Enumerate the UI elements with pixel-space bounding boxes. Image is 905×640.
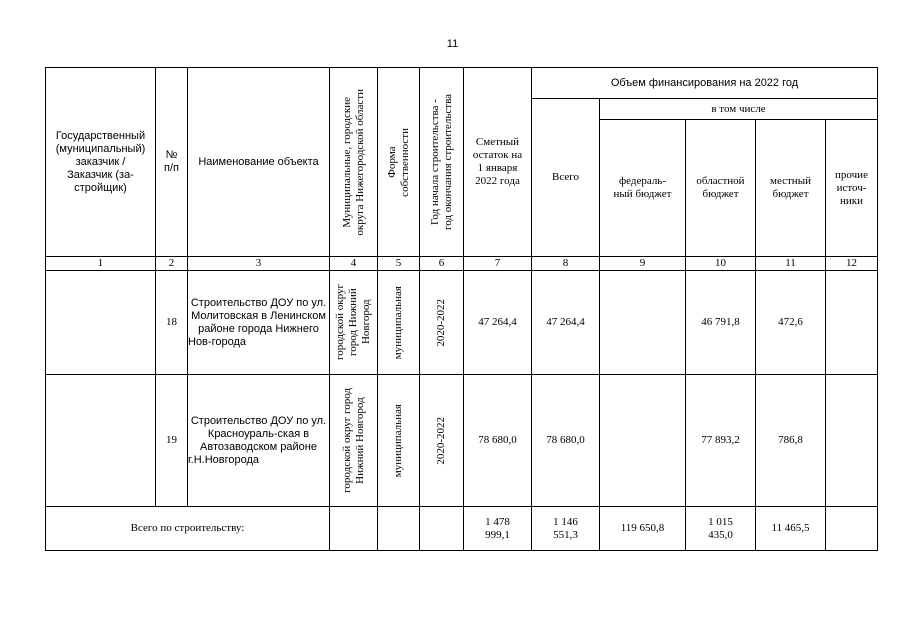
column-number: 3 bbox=[188, 257, 330, 271]
row-municipality bbox=[330, 375, 378, 507]
header-customer: Государственный (муниципальный) заказчик / Заказчик (за- стройщик) bbox=[46, 68, 156, 257]
row-regional: 46 791,8 bbox=[686, 271, 756, 375]
header-estimate: Сметный остаток на 1 января 2022 года bbox=[464, 68, 532, 257]
row-municipality-text: городской округ город Нижний Новгород bbox=[334, 284, 372, 361]
row-ownership bbox=[378, 375, 420, 507]
header-total: Всего bbox=[532, 99, 600, 257]
row-other bbox=[826, 271, 878, 375]
row-number: 18 bbox=[156, 271, 188, 375]
row-object-name: Строительство ДОУ по ул. Красноураль-ская в Автозаводском районе г.Н.Новгорода bbox=[188, 375, 330, 507]
row-municipality-text: городской округ город Нижний Новгород bbox=[340, 388, 366, 493]
totals-estimate: 1 478 999,1 bbox=[464, 507, 532, 551]
header-object-name: Наименование объекта bbox=[188, 68, 330, 257]
header-local: местный бюджет bbox=[756, 120, 826, 257]
row-object-name: Строительство ДОУ по ул. Молитовская в Ленинском районе города Нижнего Нов-города bbox=[188, 271, 330, 375]
row-estimate: 78 680,0 bbox=[464, 375, 532, 507]
column-number: 8 bbox=[532, 257, 600, 271]
column-number: 4 bbox=[330, 257, 378, 271]
totals-local: 11 465,5 bbox=[756, 507, 826, 551]
totals-empty bbox=[378, 507, 420, 551]
header-years bbox=[420, 68, 464, 257]
totals-row bbox=[46, 507, 878, 551]
financing-table bbox=[45, 67, 878, 551]
totals-other bbox=[826, 507, 878, 551]
header-number: № п/п bbox=[156, 68, 188, 257]
column-number: 6 bbox=[420, 257, 464, 271]
row-years-text: 2020-2022 bbox=[435, 298, 447, 347]
row-total: 78 680,0 bbox=[532, 375, 600, 507]
column-number: 12 bbox=[826, 257, 878, 271]
row-total: 47 264,4 bbox=[532, 271, 600, 375]
table-row bbox=[46, 375, 878, 507]
header-years-text: Год начала строительства - год окончания строительства bbox=[428, 94, 454, 230]
row-other bbox=[826, 375, 878, 507]
header-federal: федераль- ный бюджет bbox=[600, 120, 686, 257]
page-number: 11 bbox=[446, 38, 459, 50]
row-customer bbox=[46, 375, 156, 507]
totals-total: 1 146 551,3 bbox=[532, 507, 600, 551]
row-local: 786,8 bbox=[756, 375, 826, 507]
row-ownership bbox=[378, 271, 420, 375]
totals-regional: 1 015 435,0 bbox=[686, 507, 756, 551]
header-funding: Объем финансирования на 2022 год bbox=[532, 68, 878, 99]
column-number: 5 bbox=[378, 257, 420, 271]
totals-empty bbox=[420, 507, 464, 551]
row-estimate: 47 264,4 bbox=[464, 271, 532, 375]
row-ownership-text: муниципальная bbox=[392, 285, 404, 360]
column-number: 11 bbox=[756, 257, 826, 271]
row-federal bbox=[600, 271, 686, 375]
row-customer bbox=[46, 271, 156, 375]
column-number: 2 bbox=[156, 257, 188, 271]
column-number: 9 bbox=[600, 257, 686, 271]
row-municipality bbox=[330, 271, 378, 375]
row-years bbox=[420, 271, 464, 375]
header-municipality-text: Муниципальные, городские округа Нижегородской области bbox=[340, 88, 366, 236]
row-years bbox=[420, 375, 464, 507]
row-years-text: 2020-2022 bbox=[435, 416, 447, 465]
row-federal bbox=[600, 375, 686, 507]
header-ownership-text: Форма собственности bbox=[385, 127, 411, 197]
header-regional: областной бюджет bbox=[686, 120, 756, 257]
table-row bbox=[46, 271, 878, 375]
row-regional: 77 893,2 bbox=[686, 375, 756, 507]
header-municipality bbox=[330, 68, 378, 257]
header-including: в том числе bbox=[600, 99, 878, 120]
row-local: 472,6 bbox=[756, 271, 826, 375]
totals-empty bbox=[330, 507, 378, 551]
totals-label: Всего по строительству: bbox=[46, 507, 330, 551]
totals-federal: 119 650,8 bbox=[600, 507, 686, 551]
column-number: 1 bbox=[46, 257, 156, 271]
row-number: 19 bbox=[156, 375, 188, 507]
header-other: прочие источ- ники bbox=[826, 120, 878, 257]
column-number: 10 bbox=[686, 257, 756, 271]
header-ownership bbox=[378, 68, 420, 257]
column-number: 7 bbox=[464, 257, 532, 271]
row-ownership-text: муниципальная bbox=[392, 403, 404, 478]
